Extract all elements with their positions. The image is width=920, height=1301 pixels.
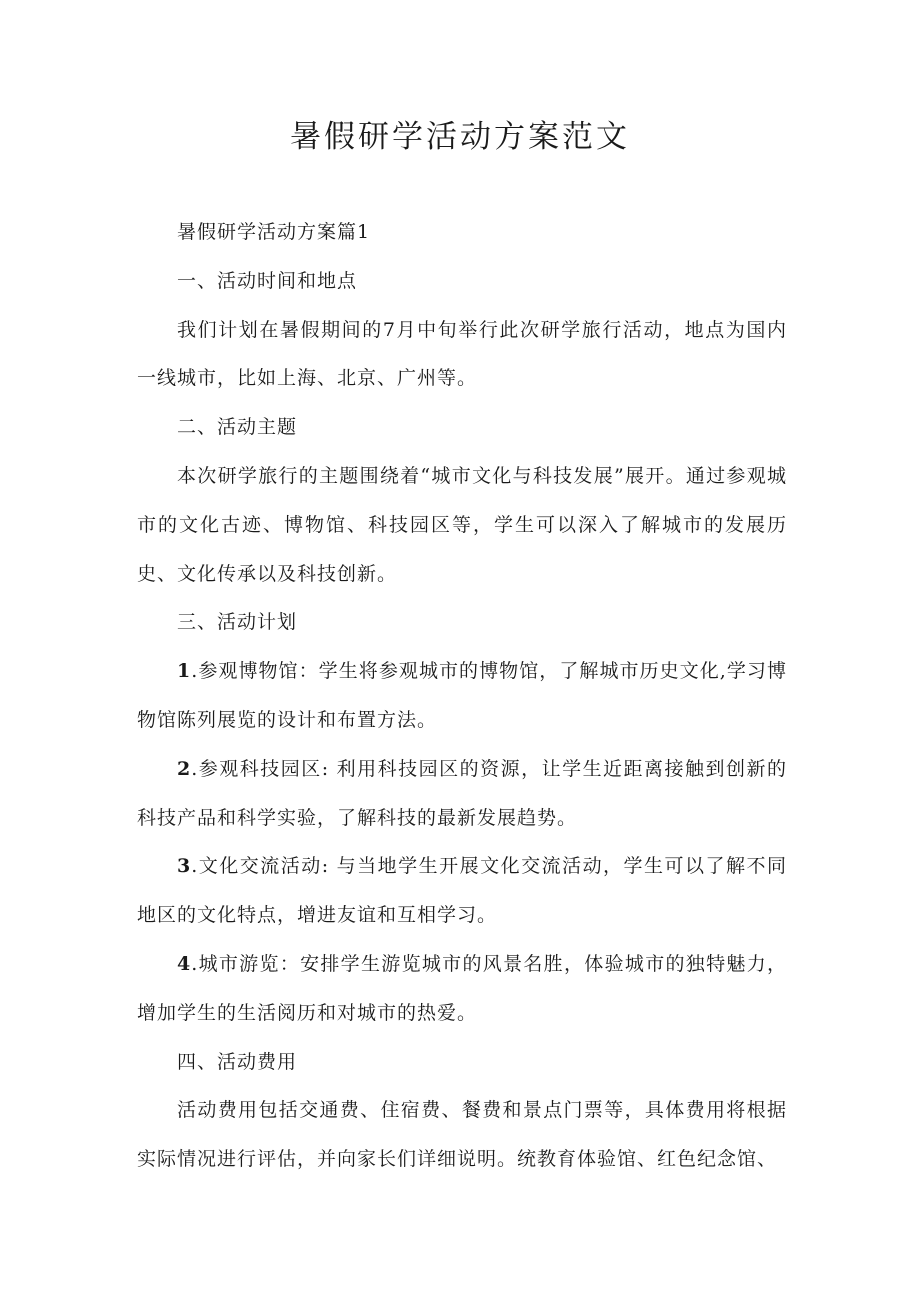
paragraph-theme: 本次研学旅行的主题围绕着“城市文化与科技发展”展开。通过参观城市的文化古迹、博物馆、科技园区等，学生可以深入了解城市的发展历史、文化传承以及科技创新。 bbox=[137, 464, 787, 585]
plan-item-number: 2 bbox=[177, 757, 192, 780]
plan-item-4 bbox=[137, 940, 787, 1038]
plan-item-3 bbox=[137, 842, 787, 940]
plan-item-text: .城市游览：安排学生游览城市的风景名胜，体验城市的独特魅力，增加学生的生活阅历和对城市的热爱。 bbox=[137, 952, 787, 1024]
plan-item-text: .参观科技园区: 利用科技园区的资源，让学生近距离接触到创新的科技产品和科学实验，了解科技的最新发展趋势。 bbox=[137, 757, 787, 829]
heading-cost: 四、活动费用 bbox=[177, 1050, 298, 1073]
plan-item-number: 4 bbox=[177, 952, 192, 975]
paragraph-time-location: 我们计划在暑假期间的7月中旬举行此次研学旅行活动，地点为国内一线城市，比如上海、北京、广州等。 bbox=[137, 318, 787, 390]
document-title: 暑假研学活动方案范文 bbox=[290, 119, 630, 155]
plan-item-1 bbox=[137, 647, 787, 745]
paragraph-cost: 活动费用包括交通费、住宿费、餐费和景点门票等，具体费用将根据实际情况进行评估，并向家长们详细说明。统教育体验馆、红色纪念馆、 bbox=[137, 1099, 787, 1171]
heading-plan: 三、活动计划 bbox=[177, 611, 298, 634]
heading-theme: 二、活动主题 bbox=[177, 416, 298, 439]
section-title: 暑假研学活动方案篇1 bbox=[177, 221, 371, 243]
plan-item-number: 3 bbox=[177, 855, 192, 878]
heading-time-location: 一、活动时间和地点 bbox=[177, 269, 358, 292]
plan-item-number: 1 bbox=[177, 660, 192, 683]
plan-item-text: .参观博物馆：学生将参观城市的博物馆，了解城市历史文化,学习博物馆陈列展览的设计和布置方法。 bbox=[137, 660, 787, 731]
document-body bbox=[137, 208, 787, 1184]
plan-item-2 bbox=[137, 745, 787, 843]
plan-item-text: .文化交流活动: 与当地学生开展文化交流活动，学生可以了解不同地区的文化特点，增进友谊和互相学习。 bbox=[137, 855, 787, 927]
